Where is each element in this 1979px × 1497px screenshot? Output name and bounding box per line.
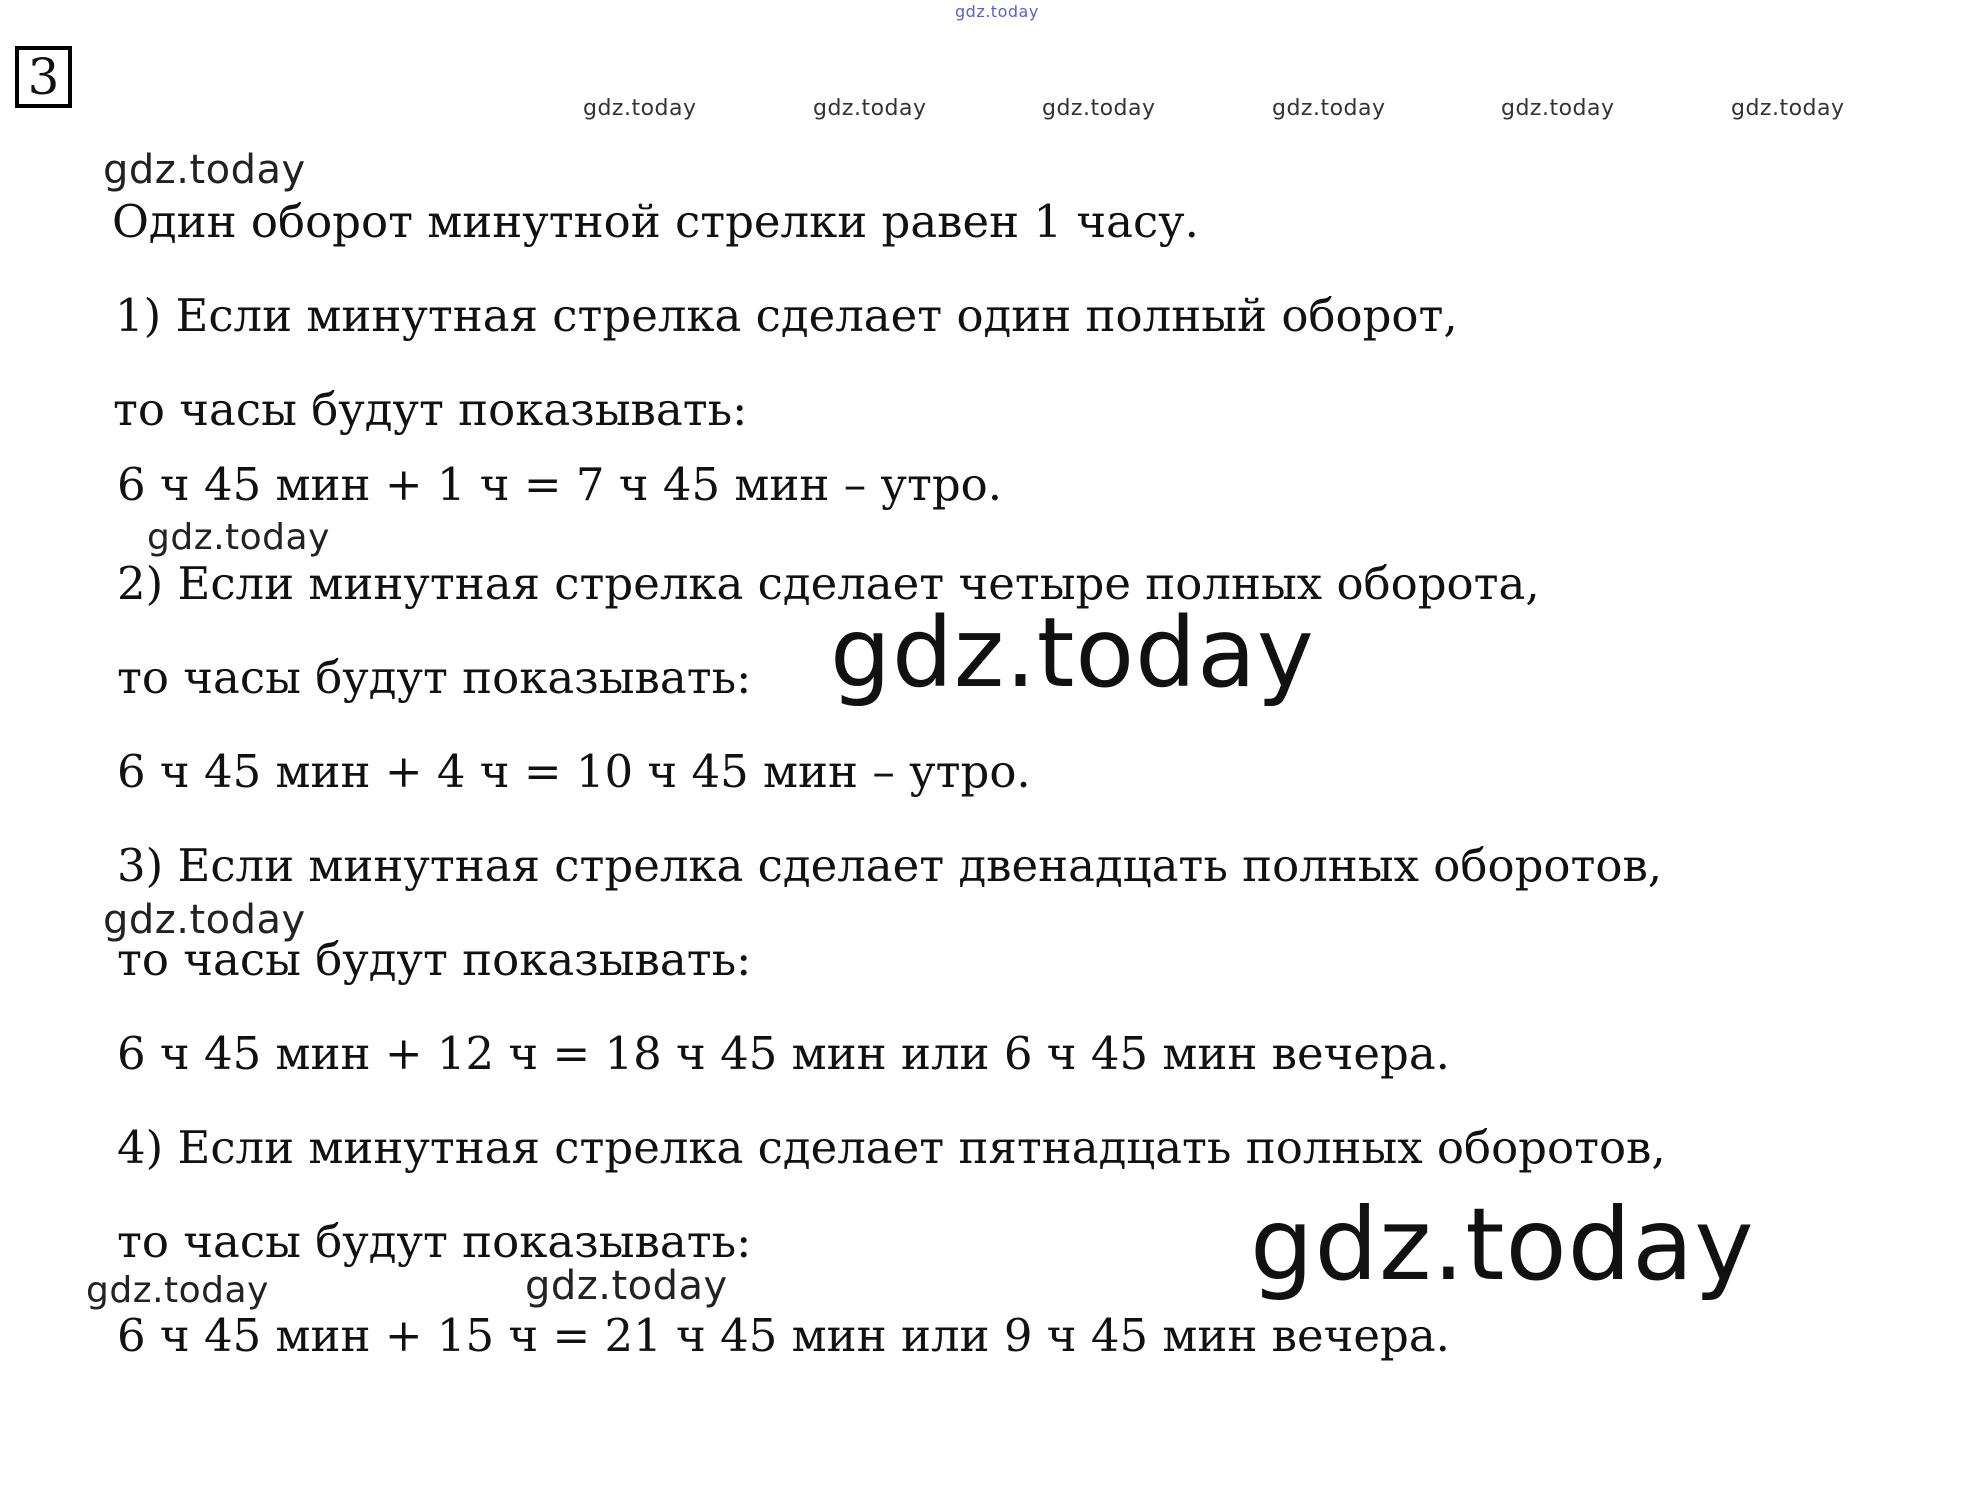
watermark-row-5: gdz.today [1501, 96, 1615, 121]
watermark-left-4: gdz.today [86, 1270, 269, 1311]
text-line-11: 4) Если минутная стрелка сделает пятнадцать полных оборотов, [117, 1121, 1666, 1174]
task-number: 3 [15, 46, 72, 108]
watermark-left-1: gdz.today [103, 147, 306, 193]
text-line-8: 3) Если минутная стрелка сделает двенадцать полных оборотов, [117, 839, 1663, 892]
text-line-4: 6 ч 45 мин + 1 ч = 7 ч 45 мин – утро. [117, 458, 1003, 511]
watermark-large-1: gdz.today [830, 597, 1315, 709]
watermark-row-6: gdz.today [1731, 96, 1845, 121]
text-line-5: 2) Если минутная стрелка сделает четыре полных оборота, [117, 557, 1540, 610]
text-line-9: то часы будут показывать: [117, 933, 752, 986]
text-line-12: то часы будут показывать: [117, 1215, 752, 1268]
text-line-10: 6 ч 45 мин + 12 ч = 18 ч 45 мин или 6 ч 45 мин вечера. [117, 1027, 1450, 1080]
watermark-top: gdz.today [955, 2, 1039, 21]
watermark-row-3: gdz.today [1042, 96, 1156, 121]
text-line-6: то часы будут показывать: [117, 651, 752, 704]
text-line-1: Один оборот минутной стрелки равен 1 часу. [112, 195, 1199, 248]
watermark-row-4: gdz.today [1272, 96, 1386, 121]
text-line-13: 6 ч 45 мин + 15 ч = 21 ч 45 мин или 9 ч 45 мин вечера. [117, 1309, 1450, 1362]
watermark-mid-bottom: gdz.today [525, 1263, 728, 1309]
watermark-large-2: gdz.today [1250, 1186, 1755, 1303]
watermark-row-2: gdz.today [813, 96, 927, 121]
watermark-row-1: gdz.today [583, 96, 697, 121]
watermark-left-2: gdz.today [147, 517, 330, 558]
text-line-7: 6 ч 45 мин + 4 ч = 10 ч 45 мин – утро. [117, 745, 1031, 798]
text-line-2: 1) Если минутная стрелка сделает один полный оборот, [115, 289, 1458, 342]
watermark-left-3: gdz.today [103, 897, 306, 943]
text-line-3: то часы будут показывать: [113, 383, 748, 436]
